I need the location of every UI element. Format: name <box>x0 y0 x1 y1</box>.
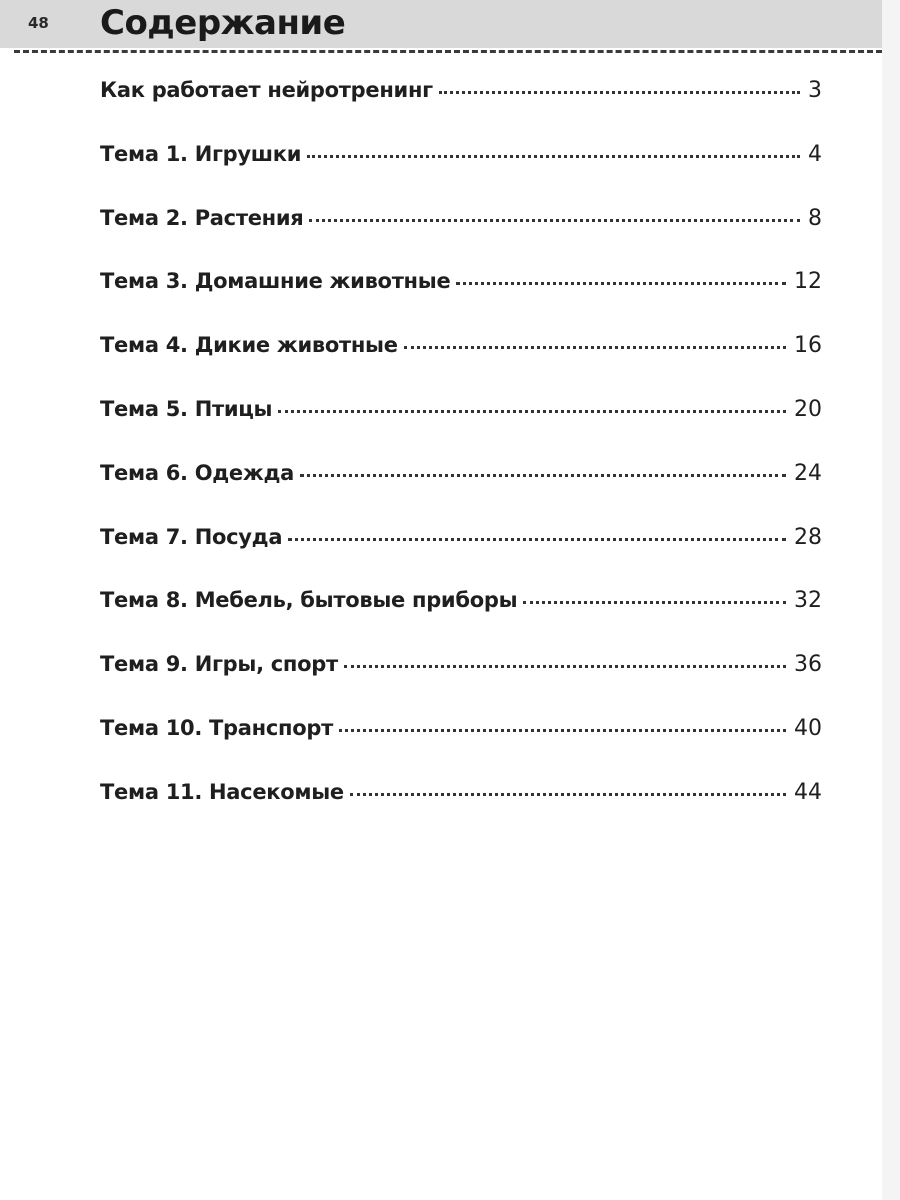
page-number: 48 <box>28 14 49 32</box>
toc-entry[interactable] <box>100 652 822 716</box>
toc-entry-page: 24 <box>794 460 822 486</box>
toc-entry-title: Тема 10. Транспорт <box>100 715 333 740</box>
toc-entry-page: 32 <box>794 588 822 614</box>
toc-entry[interactable] <box>100 461 822 525</box>
toc-entry[interactable] <box>100 206 822 270</box>
toc-entry-page: 8 <box>808 205 822 231</box>
toc-entry-page: 12 <box>794 269 822 295</box>
toc-entry-page: 40 <box>794 715 822 741</box>
toc-entry-page: 28 <box>794 524 822 550</box>
page-edge <box>882 0 900 1200</box>
toc-entry-page: 20 <box>794 396 822 422</box>
toc-entry-title: Тема 9. Игры, спорт <box>100 652 338 677</box>
toc-entry-page: 36 <box>794 652 822 678</box>
toc-entry[interactable] <box>100 525 822 589</box>
dot-leader <box>307 155 800 158</box>
toc-entry-title: Тема 8. Мебель, бытовые приборы <box>100 588 518 613</box>
header-divider <box>14 50 882 53</box>
toc-entry-title: Тема 2. Растения <box>100 205 304 230</box>
toc-entry[interactable] <box>100 397 822 461</box>
dot-leader <box>339 729 786 732</box>
dot-leader <box>404 346 786 349</box>
dot-leader <box>309 219 800 222</box>
dot-leader <box>278 410 786 413</box>
toc-entry-title: Тема 1. Игрушки <box>100 141 302 166</box>
toc-entry[interactable] <box>100 333 822 397</box>
toc-entry[interactable] <box>100 269 822 333</box>
dot-leader <box>344 665 786 668</box>
dot-leader <box>300 474 786 477</box>
toc-entry[interactable] <box>100 588 822 652</box>
dot-leader <box>350 793 786 796</box>
toc-entry-title: Тема 6. Одежда <box>100 460 294 485</box>
dot-leader <box>523 601 786 604</box>
toc-entry-title: Тема 11. Насекомые <box>100 779 344 804</box>
toc-entry-title: Как работает нейротренинг <box>100 78 433 102</box>
toc-entry[interactable] <box>100 780 822 844</box>
toc-entry-title: Тема 5. Птицы <box>100 396 273 421</box>
toc-entry[interactable] <box>100 716 822 780</box>
toc-entry-title: Тема 7. Посуда <box>100 524 283 549</box>
toc-entry[interactable] <box>100 142 822 206</box>
toc-entry-page: 16 <box>794 333 822 359</box>
dot-leader <box>439 91 800 94</box>
toc-entry-page: 3 <box>808 78 822 103</box>
page-title: Содержание <box>100 3 346 43</box>
table-of-contents <box>100 78 822 844</box>
dot-leader <box>456 282 786 285</box>
toc-entry-page: 4 <box>808 141 822 167</box>
toc-entry-title: Тема 3. Домашние животные <box>100 269 451 294</box>
toc-entry-page: 44 <box>794 779 822 805</box>
toc-entry[interactable] <box>100 78 822 142</box>
dot-leader <box>288 538 786 541</box>
toc-entry-title: Тема 4. Дикие животные <box>100 333 398 358</box>
